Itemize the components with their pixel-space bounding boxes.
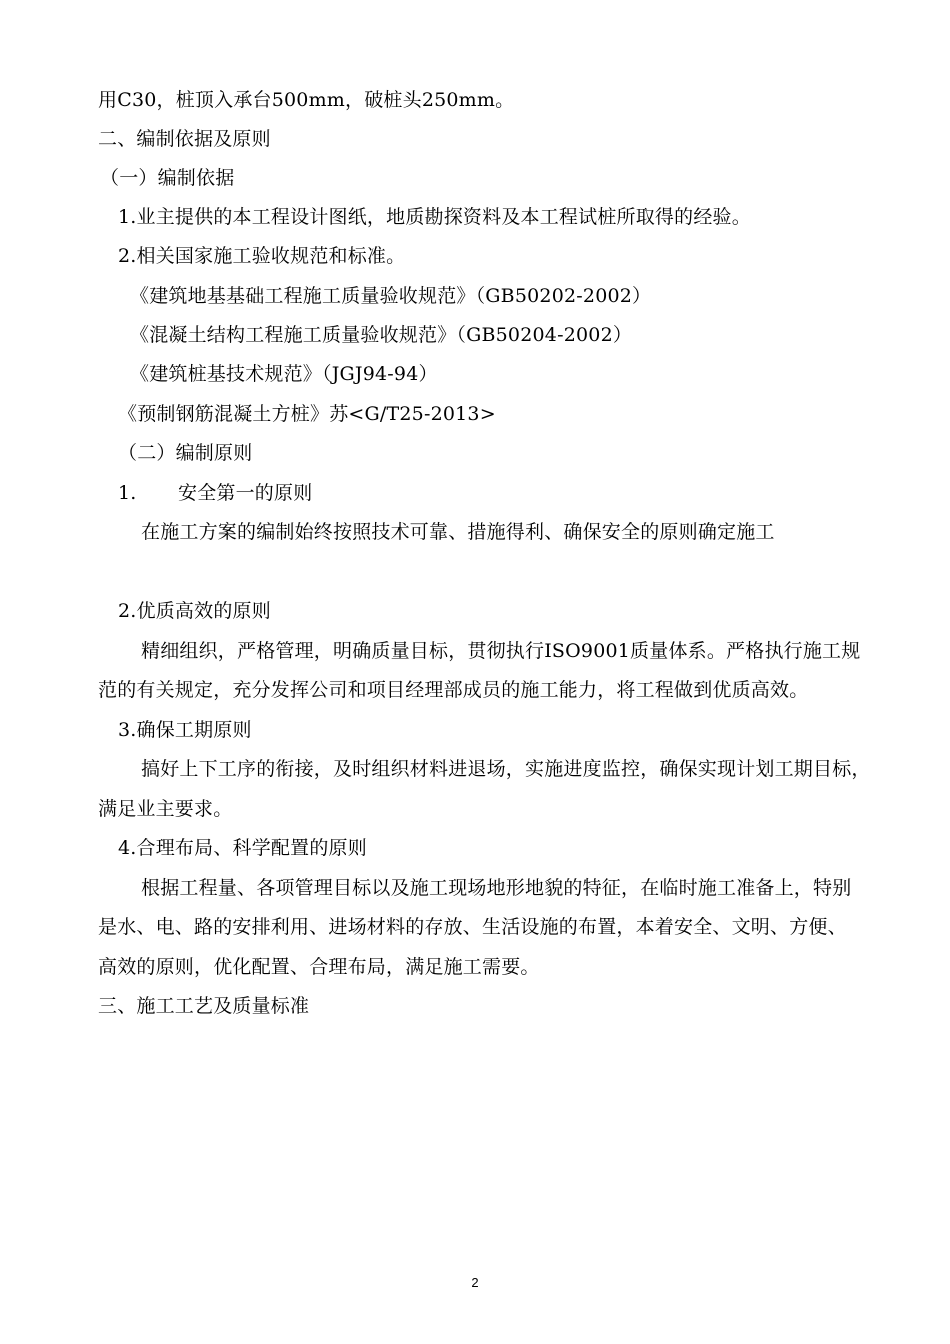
- list-item: 2.相关国家施工验收规范和标准。: [118, 245, 406, 267]
- paragraph-line: 范的有关规定，充分发挥公司和项目经理部成员的施工能力，将工程做到优质高效。: [98, 679, 809, 701]
- standard-reference: 《建筑地基基础工程施工质量验收规范》（GB50202-2002）: [130, 285, 652, 307]
- list-item-number: 1.: [118, 482, 137, 504]
- list-item: 2.优质高效的原则: [118, 600, 271, 622]
- paragraph-line: 高效的原则，优化配置、合理布局，满足施工需要。: [98, 956, 540, 978]
- paragraph-line: 是水、电、路的安排利用、进场材料的存放、生活设施的布置，本着安全、文明、方便、: [98, 916, 847, 938]
- section-heading: 二、编制依据及原则: [98, 128, 271, 150]
- standard-reference: 《建筑桩基技术规范》（JGJ94-94）: [130, 363, 438, 385]
- list-item: 1.业主提供的本工程设计图纸，地质勘探资料及本工程试桩所取得的经验。: [118, 206, 751, 228]
- list-item: 4.合理布局、科学配置的原则: [118, 837, 367, 859]
- standard-reference: 《混凝土结构工程施工质量验收规范》（GB50204-2002）: [130, 324, 633, 346]
- page-number: 2: [471, 1275, 479, 1290]
- subsection-heading: （一）编制依据: [100, 167, 235, 189]
- paragraph-line: 满足业主要求。: [98, 798, 233, 820]
- paragraph-line: 搞好上下工序的衔接，及时组织材料进退场，实施进度监控，确保实现计划工期目标，: [141, 758, 871, 780]
- paragraph-line: 精细组织，严格管理，明确质量目标，贯彻执行ISO9001质量体系。严格执行施工规: [141, 640, 861, 662]
- section-heading: 三、施工工艺及质量标准: [98, 995, 310, 1017]
- subsection-heading: （二）编制原则: [118, 442, 253, 464]
- list-item: 安全第一的原则: [178, 482, 313, 504]
- text-line: 用C30，桩顶入承台500mm，破桩头250mm。: [98, 89, 515, 111]
- list-item: 3.确保工期原则: [118, 719, 252, 741]
- paragraph-line: 在施工方案的编制始终按照技术可靠、措施得利、确保安全的原则确定施工: [141, 521, 775, 543]
- paragraph-line: 根据工程量、各项管理目标以及施工现场地形地貌的特征，在临时施工准备上，特别: [141, 877, 852, 899]
- standard-reference: 《预制钢筋混凝土方桩》苏<G/T25-2013>: [118, 403, 496, 425]
